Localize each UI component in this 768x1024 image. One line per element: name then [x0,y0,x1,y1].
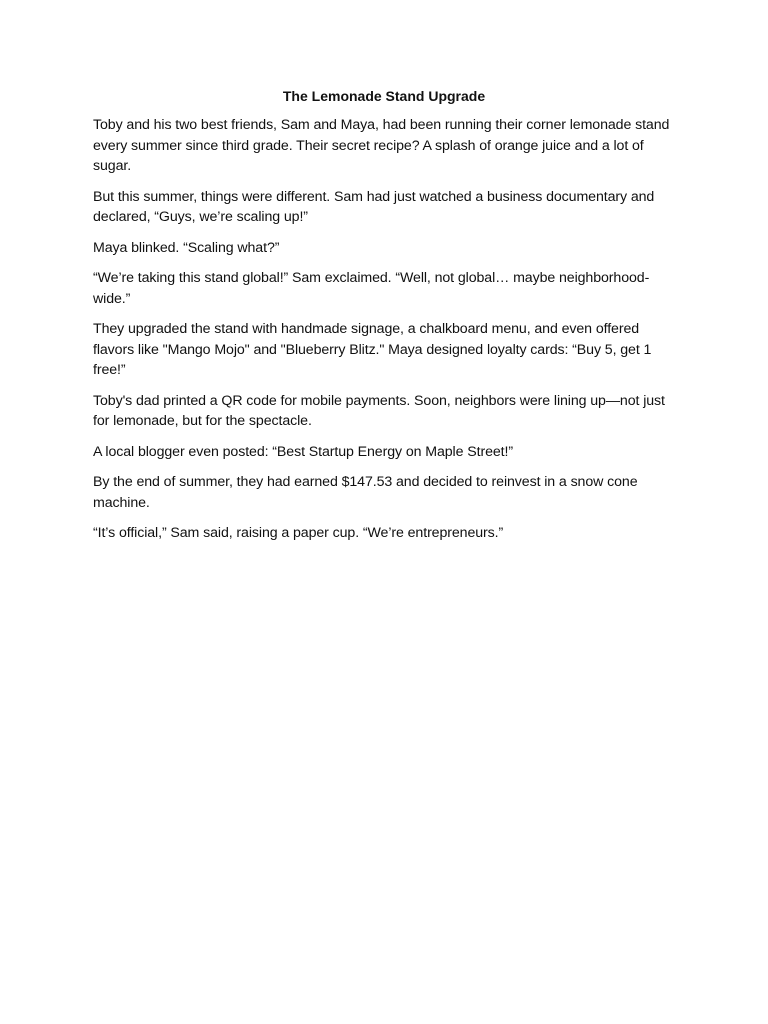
paragraph-7: A local blogger even posted: “Best Startup Energy on Maple Street!” [93,443,513,460]
paragraph-1: Toby and his two best friends, Sam and Maya, had been running their corner lemonade stand every summer since third grade. Their secret recipe? A splash of orange juice and a lot of sugar. [93,117,670,174]
paragraph-6: Toby's dad printed a QR code for mobile payments. Soon, neighbors were lining up—not just for lemonade, but for the spectacle. [93,392,665,429]
paragraph-8: By the end of summer, they had earned $147.53 and decided to reinvest in a snow cone machine. [93,474,638,511]
paragraph-2: But this summer, things were different. Sam had just watched a business documentary and declared, “Guys, we’re scaling up!” [93,188,655,225]
document-title: The Lemonade Stand Upgrade [282,88,486,104]
document-body [93,86,675,554]
paragraph-9: “It’s official,” Sam said, raising a paper cup. “We’re entrepreneurs.” [93,525,504,541]
paragraph-3: Maya blinked. “Scaling what?” [93,239,280,256]
paragraph-5: They upgraded the stand with handmade signage, a chalkboard menu, and even offered flavors like "Mango Mojo" and "Blueberry Blitz." Maya designed loyalty cards: “Buy 5, get 1 free!” [93,321,652,378]
paragraph-4: “We’re taking this stand global!” Sam exclaimed. “Well, not global… maybe neighborhood-wide.” [93,270,650,307]
